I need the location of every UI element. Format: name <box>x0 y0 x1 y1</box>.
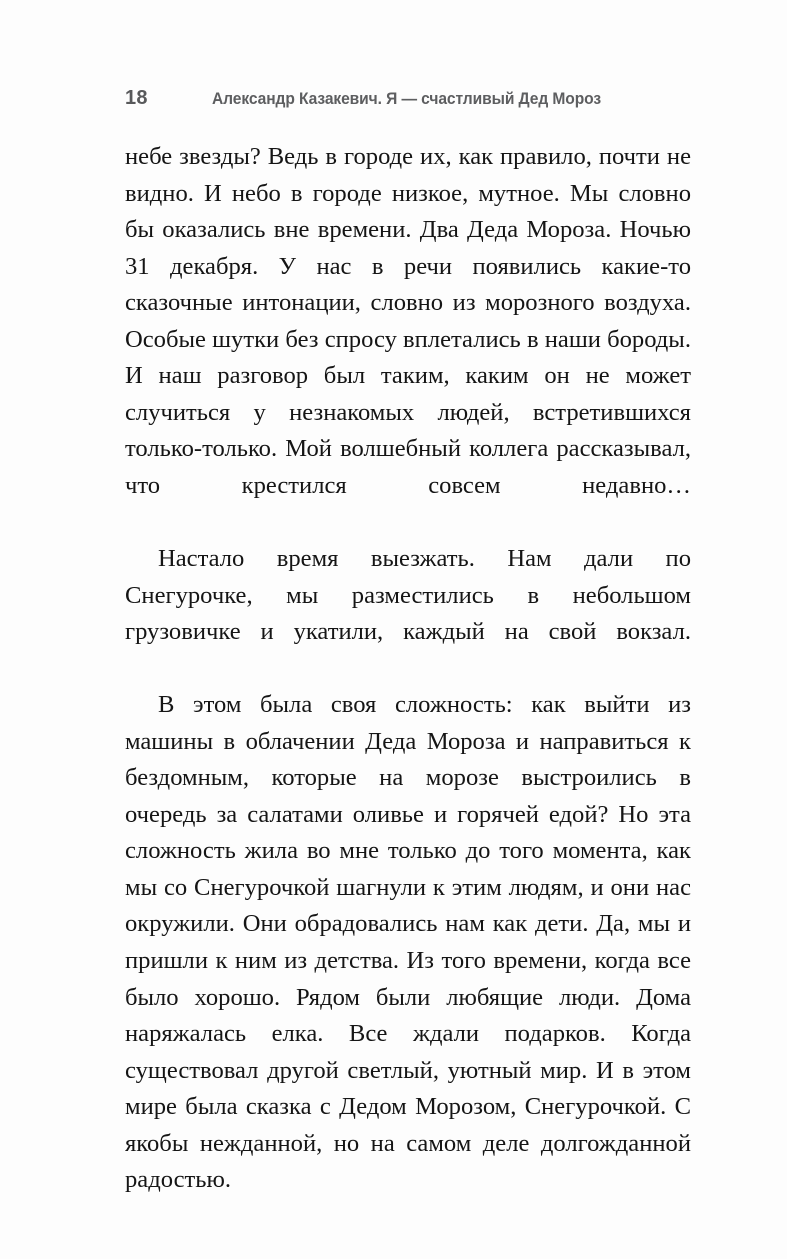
paragraph: небе звезды? Ведь в городе их, как правило, почти не видно. И небо в городе низкое, мутное. Мы словно бы оказались вне времени. Два Деда Мороза. Ночью 31 декабря. У нас в речи появились какие-то сказочные интонации, словно из морозного воздуха. Особые шутки без спросу вплетались в наши бороды. И наш разговор был таким, каким он не может случиться у незнакомых людей, встретившихся только-только. Мой волшебный коллега рассказывал, что крестился совсем недавно… <box>125 143 691 499</box>
running-title: Александр Казакевич. Я — счастливый Дед Мороз <box>212 90 602 108</box>
paragraph: Настало время выезжать. Нам дали по Снегурочке, мы разместились в небольшом грузовичке и укатили, каждый на свой вокзал. <box>125 545 691 646</box>
body-text <box>125 139 691 1235</box>
page-number: 18 <box>125 87 148 109</box>
paragraph: В этом была своя сложность: как выйти из машины в облачении Деда Мороза и направиться к бездомным, которые на морозе выстроились в очередь за салатами оливье и горячей едой? Но эта сложность жила во мне только до того момента, как мы со Снегурочкой шагнули к этим людям, и они нас окружили. Они обрадовались нам как дети. Да, мы и пришли к ним из детства. Из того времени, когда все было хорошо. Рядом были любящие люди. Дома наряжалась елка. Все ждали подарков. Когда существовал другой светлый, уютный мир. И в этом мире была сказка с Дедом Морозом, Снегурочкой. С якобы нежданной, но на самом деле долгожданной радостью. <box>125 691 691 1194</box>
running-header <box>125 88 690 114</box>
